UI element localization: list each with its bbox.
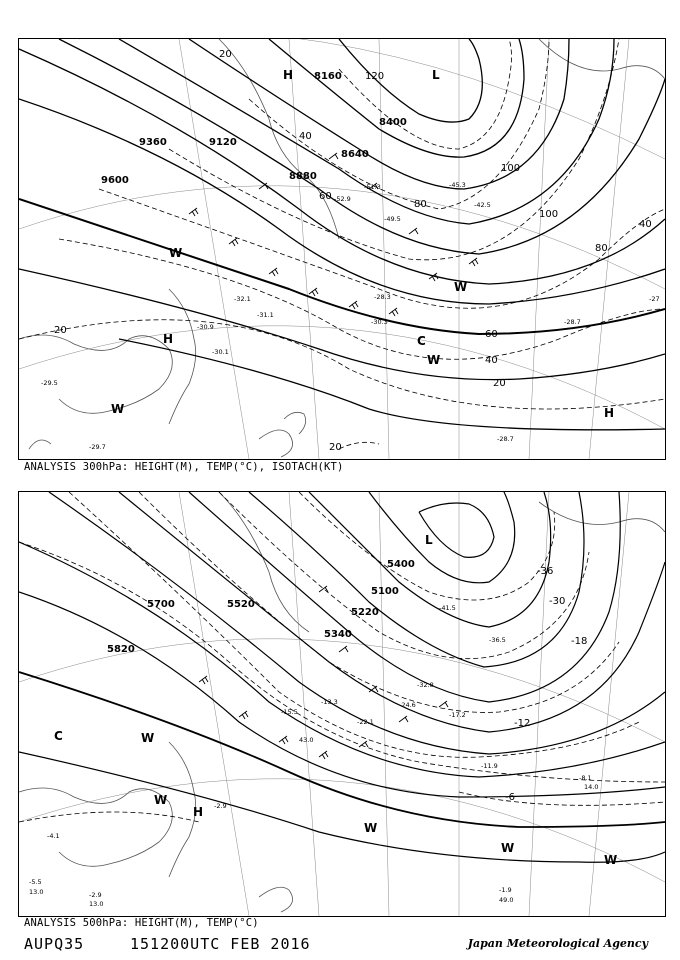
isotach-label: 60 xyxy=(485,329,498,340)
valid-time: 151200UTC FEB 2016 xyxy=(130,935,311,953)
warm-center-marker: W xyxy=(427,353,441,367)
wind-barbs-300 xyxy=(189,153,478,316)
isotach-label: 40 xyxy=(639,219,652,230)
station-temp: -2.9 xyxy=(214,802,227,810)
height-label: 9600 xyxy=(101,175,129,186)
warm-center-marker: W xyxy=(141,731,155,745)
station-temp: -31.1 xyxy=(257,311,274,319)
isotherm-label: -6 xyxy=(505,792,515,803)
chart-id: AUPQ35 xyxy=(24,935,85,953)
cold-center-marker: C xyxy=(417,334,426,348)
isotherm-label: -18 xyxy=(571,636,588,647)
isotach-label: 60 xyxy=(319,191,332,202)
height-label: 9120 xyxy=(209,137,237,148)
station-temp: -42.5 xyxy=(474,201,491,209)
chart-title-300hpa: ANALYSIS 300hPa: HEIGHT(M), TEMP(°C), ISOTACH(KT) xyxy=(24,461,344,473)
height-label: 8400 xyxy=(379,117,407,128)
station-temp: -41.5 xyxy=(439,604,456,612)
station-temp: 13.0 xyxy=(89,900,104,908)
station-temp: -30.9 xyxy=(197,323,214,331)
warm-center-marker: W xyxy=(169,246,183,260)
isotach-label: 20 xyxy=(329,442,342,453)
isotach-label: 80 xyxy=(414,199,427,210)
station-temp: -52.9 xyxy=(334,195,351,203)
isotherm-label: -30 xyxy=(549,596,566,607)
isotach-label: 80 xyxy=(595,243,608,254)
isotach-label: 20 xyxy=(219,49,232,60)
isotach-label: 100 xyxy=(539,209,559,220)
warm-center-marker: W xyxy=(501,841,515,855)
isotherm-label: -36 xyxy=(537,566,554,577)
height-label: 5820 xyxy=(107,644,135,655)
station-temp: -17.2 xyxy=(449,711,466,719)
map-500hpa xyxy=(19,492,665,916)
station-temp: -30.3 xyxy=(371,318,388,326)
station-temp: -8.1 xyxy=(579,774,592,782)
height-label: 8160 xyxy=(314,71,342,82)
station-temp: -24.6 xyxy=(399,701,416,709)
height-label: 8640 xyxy=(341,149,369,160)
isotach-label: 20 xyxy=(493,378,506,389)
station-temp: 13.0 xyxy=(29,888,44,896)
warm-center-marker: W xyxy=(454,280,468,294)
wind-barbs-500 xyxy=(199,586,448,759)
agency-name: Japan Meteorological Agency xyxy=(467,937,648,950)
station-temp: -15.5 xyxy=(281,708,298,716)
high-center-marker: H xyxy=(283,68,294,82)
station-temp: -2.9 xyxy=(89,891,102,899)
height-label: 8880 xyxy=(289,171,317,182)
warm-center-marker: W xyxy=(364,821,378,835)
isotach-label: 120 xyxy=(365,71,385,82)
station-temp: -32.1 xyxy=(234,295,251,303)
height-labels-300 xyxy=(101,71,407,186)
isotach-label: 40 xyxy=(485,355,498,366)
height-contours-300 xyxy=(19,39,665,430)
station-temp: -29.5 xyxy=(41,379,58,387)
station-temp: 43.0 xyxy=(299,736,314,744)
station-temp: -30.1 xyxy=(212,348,229,356)
low-center-marker: L xyxy=(425,533,433,547)
height-label: 5400 xyxy=(387,559,415,570)
isotach-label: 40 xyxy=(299,131,312,142)
height-label: 5340 xyxy=(324,629,352,640)
map-panel-300hpa xyxy=(18,38,666,460)
warm-center-marker: W xyxy=(154,793,168,807)
station-temp: -49.5 xyxy=(384,215,401,223)
station-temp: -27 xyxy=(649,295,660,303)
height-label: 9360 xyxy=(139,137,167,148)
map-panel-500hpa xyxy=(18,491,666,917)
warm-center-marker: W xyxy=(604,853,618,867)
height-label: 5220 xyxy=(351,607,379,618)
cold-center-marker: C xyxy=(54,729,63,743)
station-temp: -28.3 xyxy=(374,293,391,301)
station-temp: -4.1 xyxy=(47,832,60,840)
graticule-300 xyxy=(19,39,665,459)
system-markers-300 xyxy=(111,68,614,420)
station-temp: -45.3 xyxy=(449,181,466,189)
height-contours-500 xyxy=(19,492,665,862)
station-temp: -11.9 xyxy=(481,762,498,770)
warm-center-marker: W xyxy=(111,402,125,416)
height-label: 5520 xyxy=(227,599,255,610)
station-temp: -22.1 xyxy=(357,718,374,726)
station-temp: -36.5 xyxy=(489,636,506,644)
low-center-marker: L xyxy=(432,68,440,82)
station-temp: -5.5 xyxy=(29,878,42,886)
isotherm-labels-500 xyxy=(505,566,587,803)
coastline-300 xyxy=(19,39,665,457)
map-300hpa xyxy=(19,39,665,459)
station-temp: 49.0 xyxy=(499,896,514,904)
station-temp: -51.3 xyxy=(364,183,381,191)
isotherms-500 xyxy=(19,492,665,822)
coastline-500 xyxy=(19,492,665,912)
high-center-marker: H xyxy=(604,406,615,420)
station-temp: -13.3 xyxy=(321,698,338,706)
temperature-values-300 xyxy=(41,181,660,451)
isotach-label: 100 xyxy=(501,163,521,174)
chart-title-500hpa: ANALYSIS 500hPa: HEIGHT(M), TEMP(°C) xyxy=(24,917,259,929)
height-label: 5700 xyxy=(147,599,175,610)
station-temp: -29.7 xyxy=(89,443,106,451)
station-temp: -28.7 xyxy=(564,318,581,326)
station-temp: 14.0 xyxy=(584,783,599,791)
station-temp: -32.8 xyxy=(417,681,434,689)
station-temp: -1.9 xyxy=(499,886,512,894)
high-center-marker: H xyxy=(193,805,204,819)
isotach-label: 20 xyxy=(54,325,67,336)
height-label: 5100 xyxy=(371,586,399,597)
station-temp: -28.7 xyxy=(497,435,514,443)
isotherm-label: -12 xyxy=(514,718,531,729)
high-center-marker: H xyxy=(163,332,174,346)
isotachs-300 xyxy=(19,39,665,449)
